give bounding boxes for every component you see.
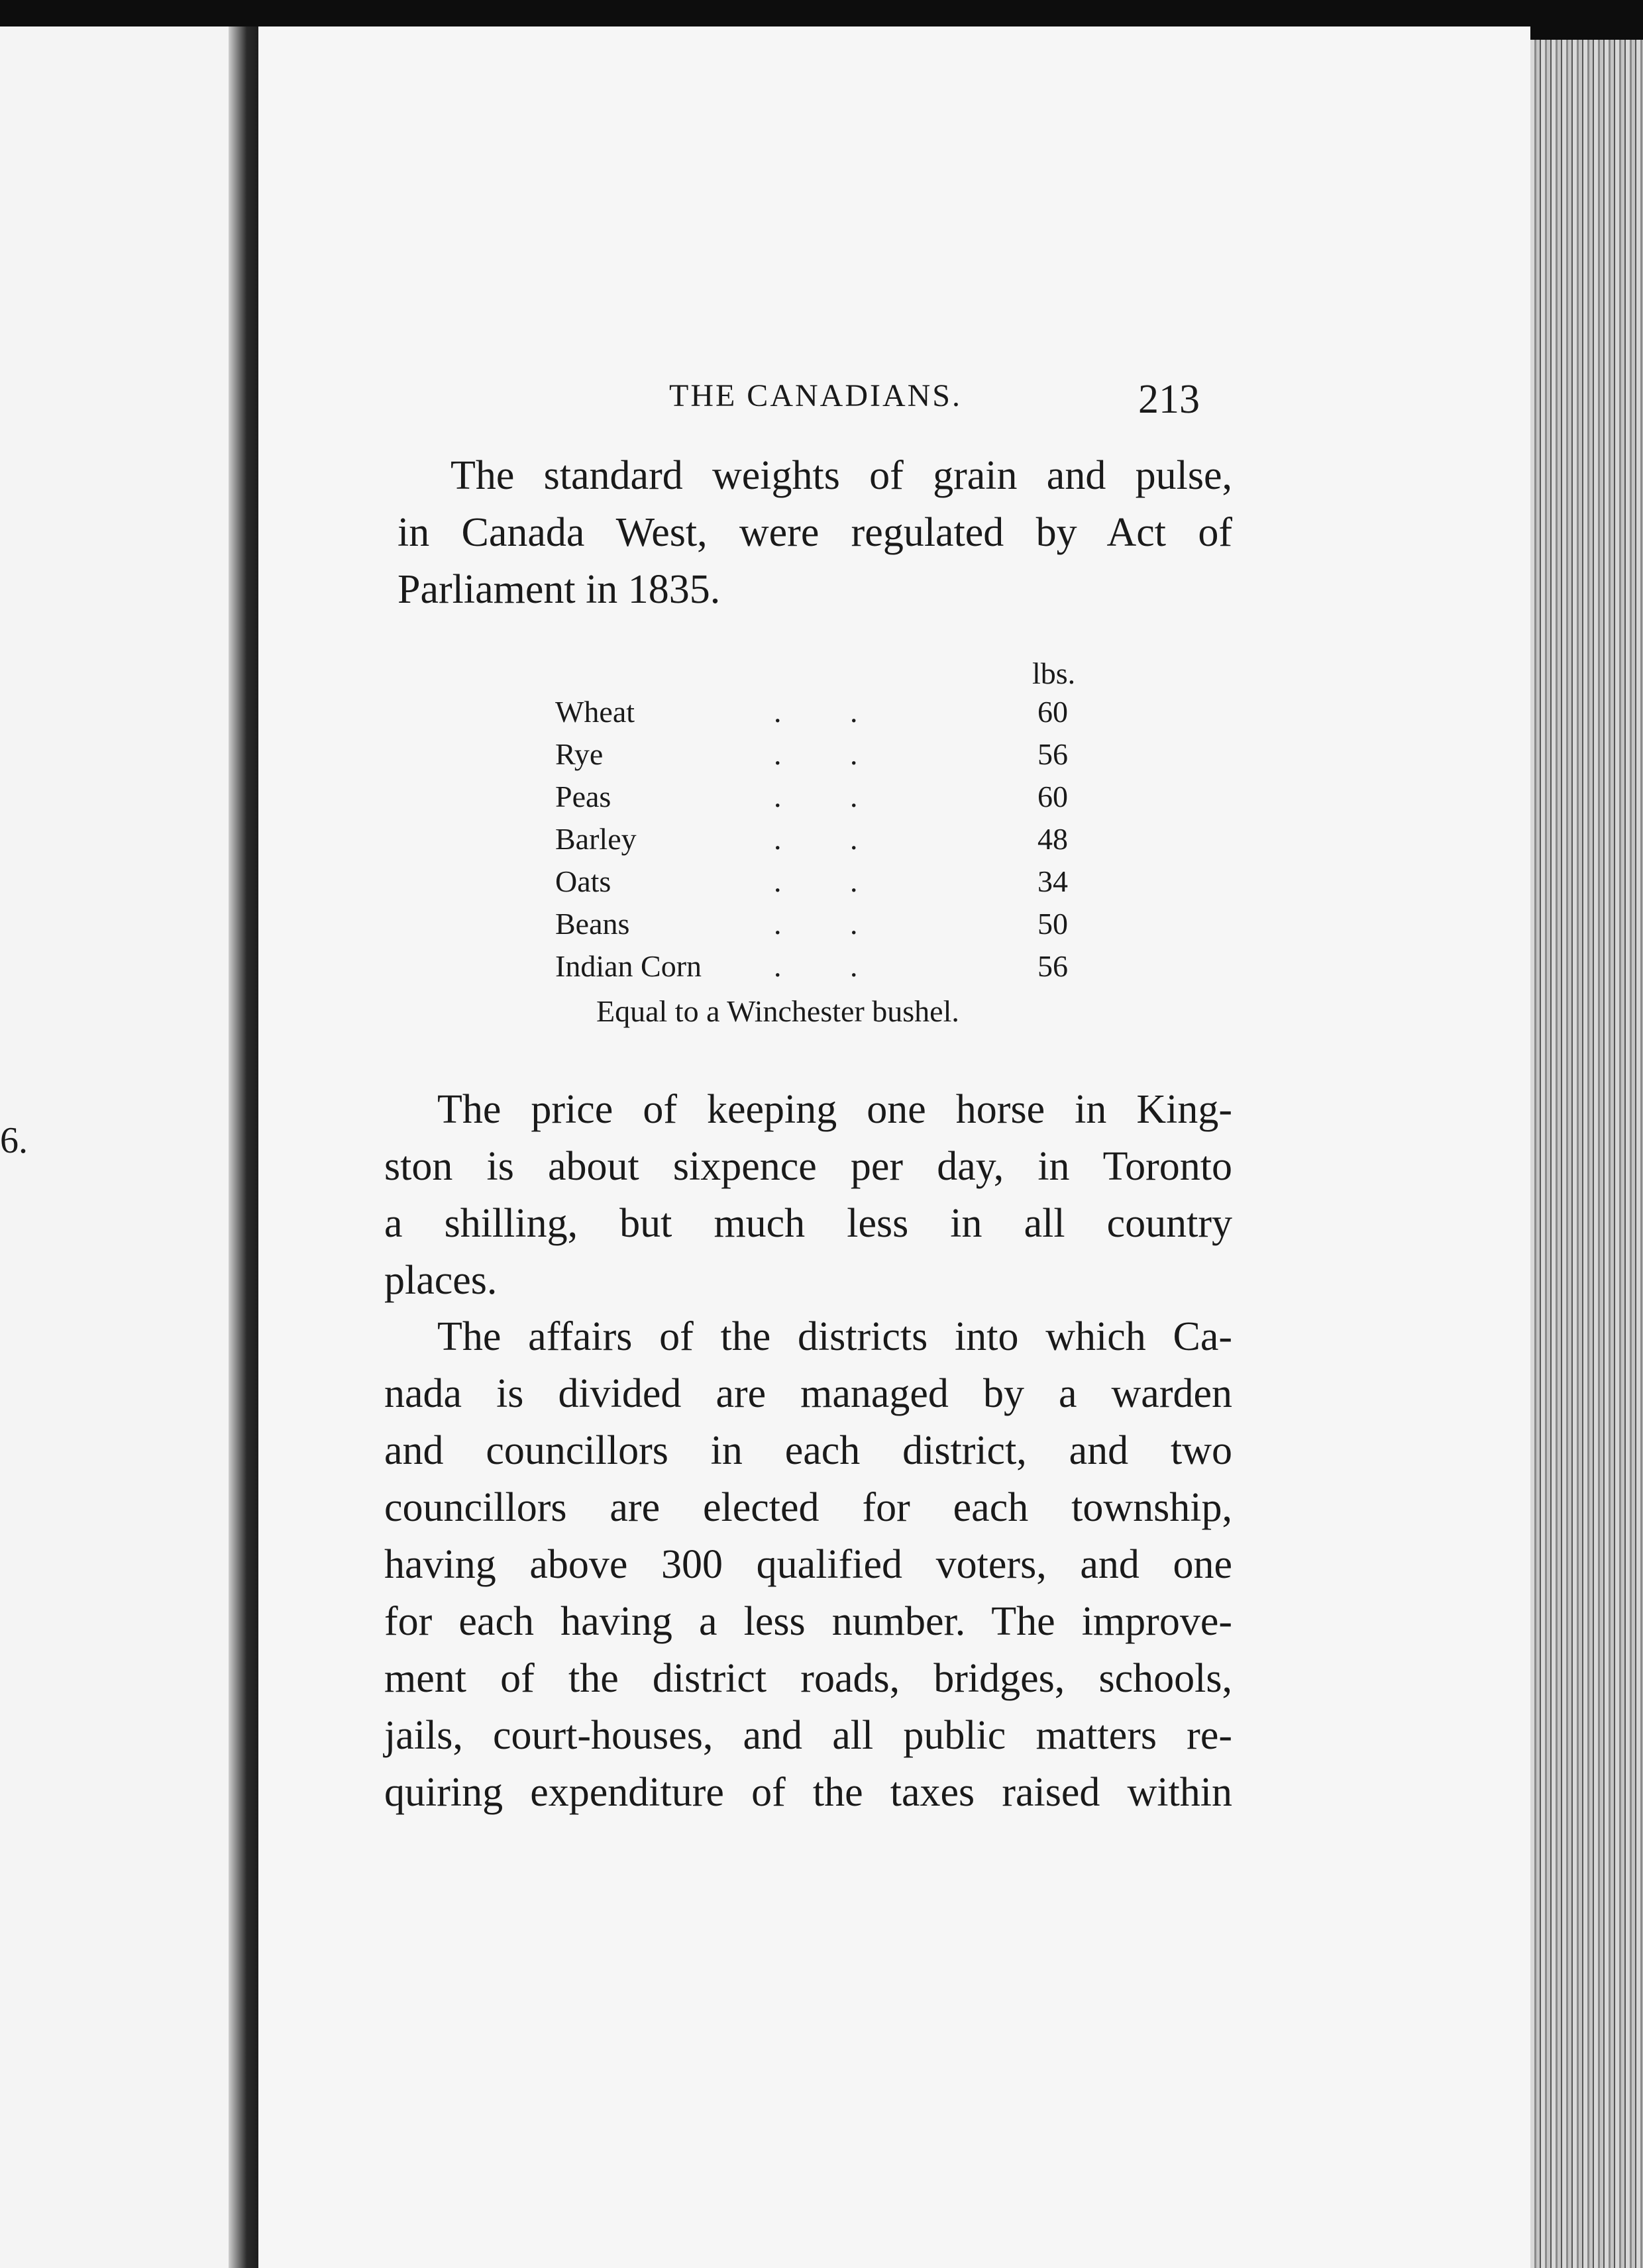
text-line: quiring expenditure of the taxes raised within <box>384 1770 1232 1815</box>
left-page <box>0 26 246 2268</box>
book-gutter <box>229 26 262 2268</box>
horse-paragraph <box>384 1081 1232 1309</box>
text-line: nada is divided are managed by a warden <box>384 1371 1232 1416</box>
grain-name: Beans <box>555 907 630 941</box>
grain-weight: 48 <box>1037 822 1068 856</box>
grain-name: Peas <box>555 780 611 813</box>
grain-weight: 60 <box>1037 695 1068 729</box>
leader-dot: . <box>850 737 858 771</box>
left-margin-number: 6. <box>0 1120 28 1161</box>
grain-name: Rye <box>555 737 604 771</box>
text-line: The price of keeping one horse in King- <box>437 1087 1232 1132</box>
table-row <box>555 949 1085 991</box>
grain-weight: 56 <box>1037 949 1068 983</box>
text-line: and councillors in each district, and two <box>384 1428 1232 1473</box>
districts-paragraph <box>384 1308 1232 1821</box>
page-edges <box>1530 40 1643 2268</box>
text-line: councillors are elected for each township, <box>384 1485 1232 1530</box>
grain-name: Barley <box>555 822 637 856</box>
leader-dot: . <box>850 780 858 813</box>
table-row <box>555 864 1085 906</box>
leader-dot: . <box>774 695 782 729</box>
leader-dot: . <box>850 864 858 898</box>
grain-weight: 60 <box>1037 780 1068 813</box>
leader-dot: . <box>850 695 858 729</box>
grain-name: Oats <box>555 864 611 898</box>
table-row <box>555 821 1085 864</box>
table-note: Equal to a Winchester bushel. <box>596 994 959 1028</box>
grain-weight: 34 <box>1037 864 1068 898</box>
text-line: ment of the district roads, bridges, schools, <box>384 1656 1232 1701</box>
leader-dot: . <box>774 737 782 771</box>
text-line: for each having a less number. The improve- <box>384 1599 1232 1644</box>
running-title: THE CANADIANS. <box>669 378 962 413</box>
text-line: jails, court-houses, and all public matters re- <box>384 1713 1232 1758</box>
table-row <box>555 779 1085 821</box>
leader-dot: . <box>774 907 782 941</box>
intro-paragraph <box>398 447 1232 618</box>
table-row <box>555 737 1085 779</box>
leader-dot: . <box>774 949 782 983</box>
table-row <box>555 906 1085 949</box>
grain-weight: 50 <box>1037 907 1068 941</box>
grain-name: Indian Corn <box>555 949 702 983</box>
text-line: Parliament in 1835. <box>398 567 721 612</box>
text-line: having above 300 qualified voters, and one <box>384 1542 1232 1587</box>
text-line: a shilling, but much less in all country <box>384 1201 1232 1246</box>
grain-weight: 56 <box>1037 737 1068 771</box>
leader-dot: . <box>774 822 782 856</box>
leader-dot: . <box>774 780 782 813</box>
leader-dot: . <box>774 864 782 898</box>
table-row <box>555 694 1085 737</box>
text-line: The affairs of the districts into which Ca- <box>437 1314 1232 1359</box>
unit-header: lbs. <box>1032 656 1076 690</box>
leader-dot: . <box>850 949 858 983</box>
grain-name: Wheat <box>555 695 635 729</box>
page-number: 213 <box>1138 377 1200 422</box>
leader-dot: . <box>850 822 858 856</box>
leader-dot: . <box>850 907 858 941</box>
text-line: in Canada West, were regulated by Act of <box>398 510 1232 555</box>
text-line: ston is about sixpence per day, in Toronto <box>384 1144 1232 1189</box>
text-line: places. <box>384 1258 498 1303</box>
text-line: The standard weights of grain and pulse, <box>450 453 1232 498</box>
